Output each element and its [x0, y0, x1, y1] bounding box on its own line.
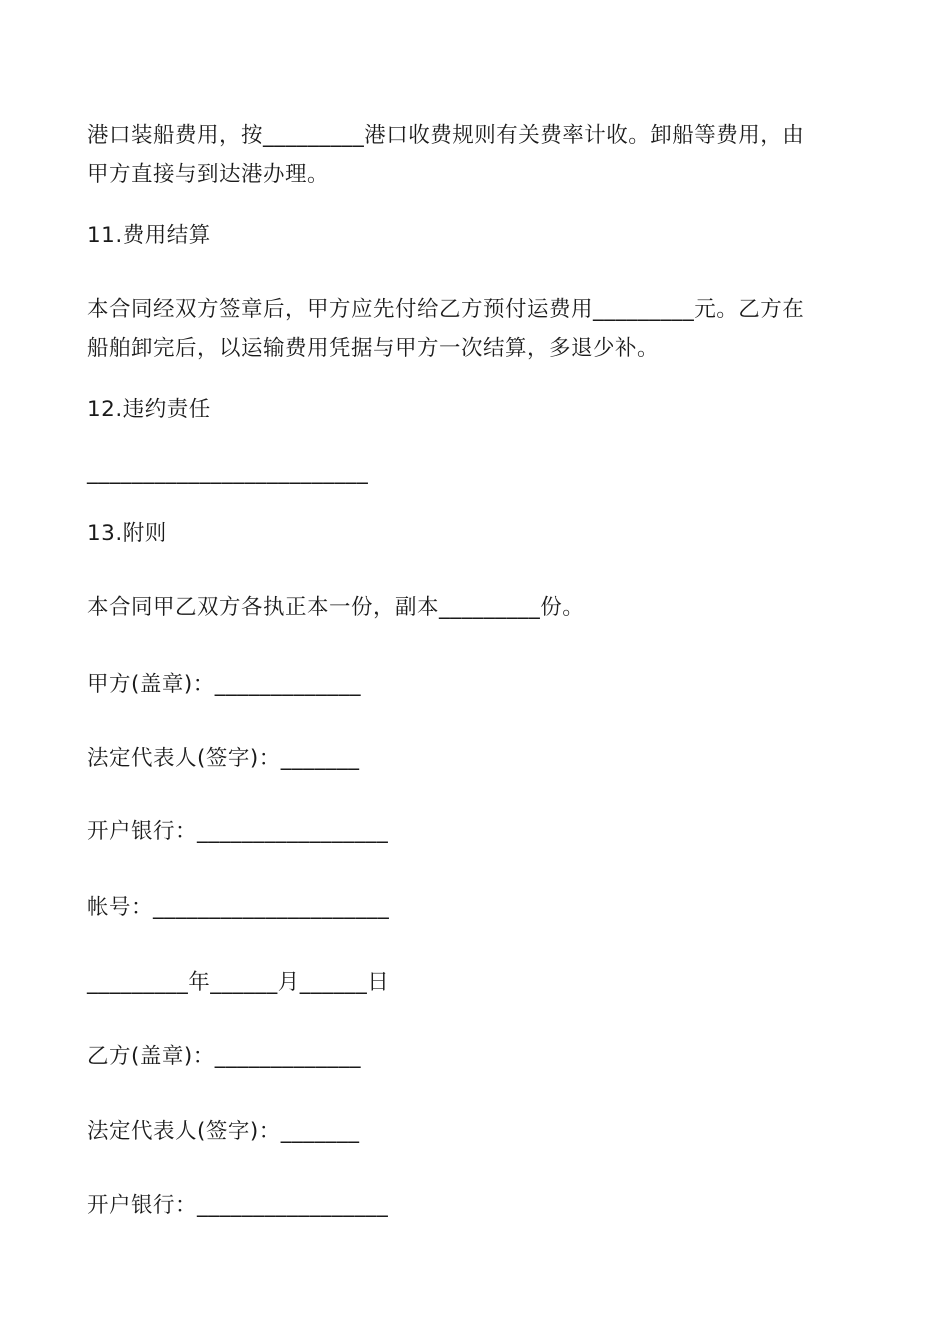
fee-paragraph-line-1: 港口装船费用，按_________港口收费规则有关费率计收。卸船等费用，由: [87, 123, 805, 148]
settlement-paragraph-line-1: 本合同经双方签章后，甲方应先付给乙方预付运费用_________元。乙方在: [87, 297, 805, 322]
party-a-date-line: _________年______月______日: [87, 970, 390, 995]
fee-paragraph-line-2: 甲方直接与到达港办理。: [87, 162, 330, 187]
settlement-paragraph-line-2: 船舶卸完后，以运输费用凭据与甲方一次结算，多退少补。: [87, 336, 660, 361]
section-heading-appendix: 13.附则: [87, 521, 167, 546]
party-a-account-line: 帐号：_____________________: [87, 895, 390, 920]
party-a-representative-line: 法定代表人(签字)：_______: [87, 746, 360, 771]
breach-blank-line: _________________________: [87, 460, 369, 485]
section-heading-settlement: 11.费用结算: [87, 223, 211, 248]
party-b-bank-line: 开户银行：_________________: [87, 1193, 389, 1218]
party-a-bank-line: 开户银行：_________________: [87, 819, 389, 844]
copies-paragraph: 本合同甲乙双方各执正本一份，副本_________份。: [87, 595, 585, 620]
party-b-representative-line: 法定代表人(签字)：_______: [87, 1119, 360, 1144]
section-heading-breach: 12.违约责任: [87, 397, 211, 422]
party-a-seal-line: 甲方(盖章)：_____________: [87, 672, 362, 697]
party-b-seal-line: 乙方(盖章)：_____________: [87, 1044, 362, 1069]
